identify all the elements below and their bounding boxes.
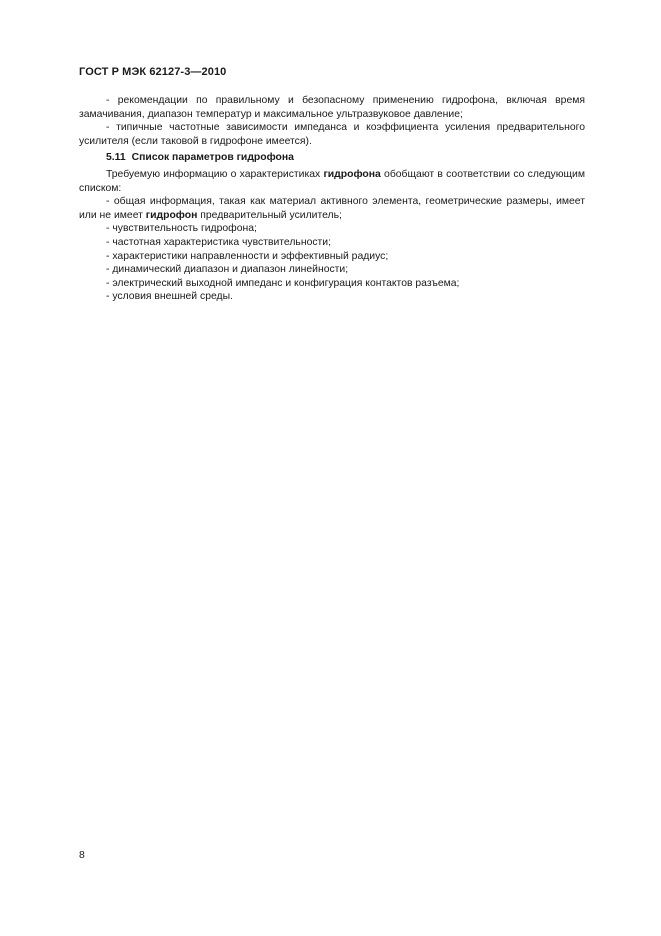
intro-item-1: - рекомендации по правильному и безопасному применению гидрофона, включая время замачивания, диапазон температур и максимальное ультразвуковое давление; (79, 95, 585, 120)
list-item-general-term: гидрофон (145, 209, 198, 221)
summary-paragraph (79, 168, 585, 195)
section-number: 5.11 (106, 152, 126, 164)
list-item: - электрический выходной импеданс и конфигурация контактов разъема; (106, 277, 460, 289)
section-title: Список параметров гидрофона (131, 152, 294, 164)
list-item-general-text-1: - общая информация, такая как материал активного элемента, геометрические размеры, имеет или не имеет (79, 196, 585, 221)
summary-text-1: Требуемую информацию о характеристиках (106, 168, 324, 180)
list-item: - чувствительность гидрофона; (106, 223, 257, 235)
list-item: - частотная характеристика чувствительности; (106, 236, 332, 248)
list-item: - условия внешней среды. (106, 291, 233, 303)
page-number: 8 (79, 850, 85, 861)
list-item: - характеристики направленности и эффективный радиус; (106, 250, 389, 262)
list-item-general-text-2: предварительный усилитель; (197, 209, 342, 221)
intro-item-2: - типичные частотные зависимости импеданса и коэффициента усиления предварительного усилителя (если таковой в гидрофоне имеется). (79, 122, 585, 147)
document-body (79, 94, 585, 304)
section-heading (79, 151, 585, 165)
document-header: ГОСТ Р МЭК 62127-3—2010 (79, 66, 227, 78)
summary-term: гидрофона (323, 168, 381, 180)
list-item-general (79, 195, 585, 222)
list-item: - динамический диапазон и диапазон линейности; (106, 264, 349, 276)
summary-text-2: обобщают в соответствии со следующим списком: (79, 168, 585, 194)
